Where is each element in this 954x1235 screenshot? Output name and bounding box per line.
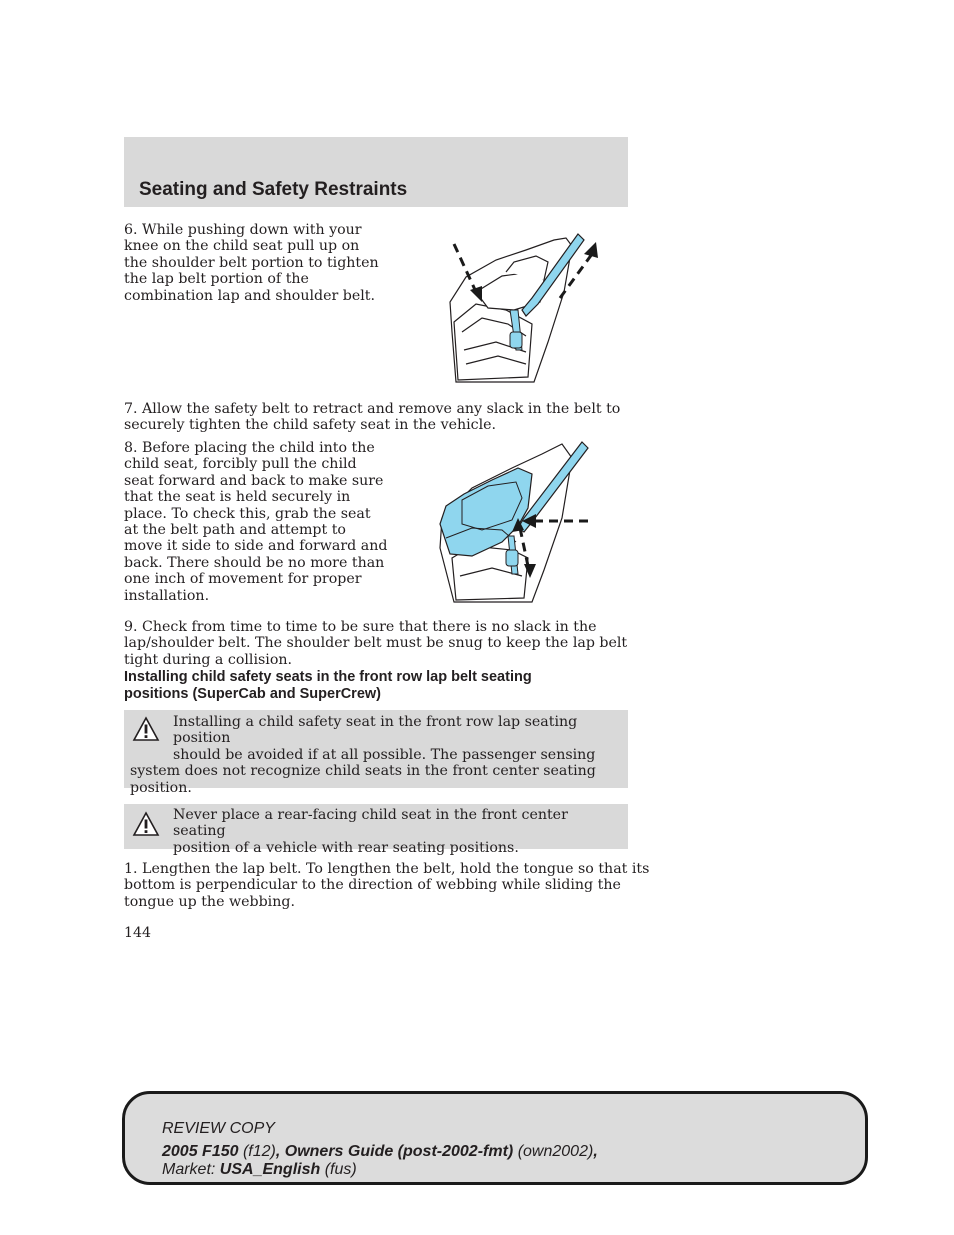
- warning-box: [124, 710, 628, 796]
- text-line: positions (SuperCab and SuperCrew): [124, 686, 381, 702]
- step-7-text: [124, 401, 620, 434]
- text-line: installation.: [124, 587, 210, 604]
- text-line: combination lap and shoulder belt.: [124, 287, 375, 304]
- footer-model-code: (f12): [242, 1143, 276, 1160]
- text-line: the shoulder belt portion to tighten: [124, 254, 379, 271]
- text-line: tongue up the webbing.: [124, 893, 295, 910]
- section-title: Seating and Safety Restraints: [139, 179, 408, 200]
- footer-guide: , Owners Guide (post-2002-fmt): [275, 1143, 514, 1160]
- text-line: 7. Allow the safety belt to retract and remove any slack in the belt to: [124, 401, 621, 417]
- text-line: child seat, forcibly pull the child: [124, 456, 357, 473]
- child-seat-check-illustration: [432, 438, 594, 606]
- text-line: Installing child safety seats in the front row lap belt seating: [124, 669, 532, 685]
- text-line: 6. While pushing down with your: [124, 222, 362, 238]
- step-8-text: [124, 440, 387, 604]
- text-line: 8. Before placing the child into the: [124, 440, 375, 456]
- warning-text: [130, 714, 618, 796]
- review-copy-footer: [122, 1091, 868, 1185]
- text-line: securely tighten the child safety seat in the vehicle.: [124, 417, 497, 434]
- footer-guide-code: (own2002): [517, 1143, 594, 1160]
- footer-market: USA_English: [219, 1161, 321, 1178]
- section-header-band: [124, 137, 628, 207]
- footer-comma: ,: [593, 1143, 598, 1160]
- footer-market-info: [162, 1161, 357, 1179]
- step-6-text: [124, 222, 379, 304]
- text-line: at the belt path and attempt to: [124, 522, 346, 539]
- text-line: seat forward and back to make sure: [124, 472, 384, 489]
- text-line: move it side to side and forward and: [124, 538, 388, 555]
- text-line: that the seat is held securely in: [124, 489, 351, 506]
- step-1-text: [124, 861, 649, 910]
- text-line: system does not recognize child seats in the front center seating: [130, 763, 596, 780]
- text-line: position of a vehicle with rear seating positions.: [173, 839, 519, 856]
- text-line: Never place a rear-facing child seat in the front center seating: [173, 807, 568, 840]
- text-line: lap/shoulder belt. The shoulder belt must be snug to keep the lap belt: [124, 635, 628, 652]
- review-copy-label: REVIEW COPY: [162, 1120, 275, 1137]
- footer-market-label: Market:: [162, 1161, 216, 1178]
- text-line: knee on the child seat pull up on: [124, 238, 360, 255]
- text-line: Installing a child safety seat in the front row lap seating position: [173, 714, 578, 747]
- footer-document-info: [162, 1143, 598, 1161]
- text-line: the lap belt portion of the: [124, 271, 309, 288]
- shoulder-belt-tightening-illustration: [436, 232, 606, 384]
- warning-box: [124, 804, 628, 856]
- text-line: bottom is perpendicular to the direction of webbing while sliding the: [124, 877, 621, 894]
- text-line: tight during a collision.: [124, 651, 293, 668]
- text-line: should be avoided if at all possible. The passenger sensing: [173, 746, 596, 763]
- text-line: 1. Lengthen the lap belt. To lengthen the belt, hold the tongue so that its: [124, 861, 650, 877]
- step-9-text: [124, 619, 627, 668]
- section-subheading: [124, 669, 628, 703]
- footer-market-code: (fus): [324, 1161, 357, 1178]
- warning-text: [130, 807, 618, 856]
- text-line: 9. Check from time to time to be sure that there is no slack in the: [124, 619, 597, 635]
- footer-model: 2005 F150: [162, 1143, 239, 1160]
- text-line: one inch of movement for proper: [124, 571, 362, 588]
- text-line: place. To check this, grab the seat: [124, 505, 371, 522]
- page-number: 144: [124, 925, 152, 941]
- text-line: back. There should be no more than: [124, 554, 385, 571]
- text-line: position.: [130, 779, 192, 796]
